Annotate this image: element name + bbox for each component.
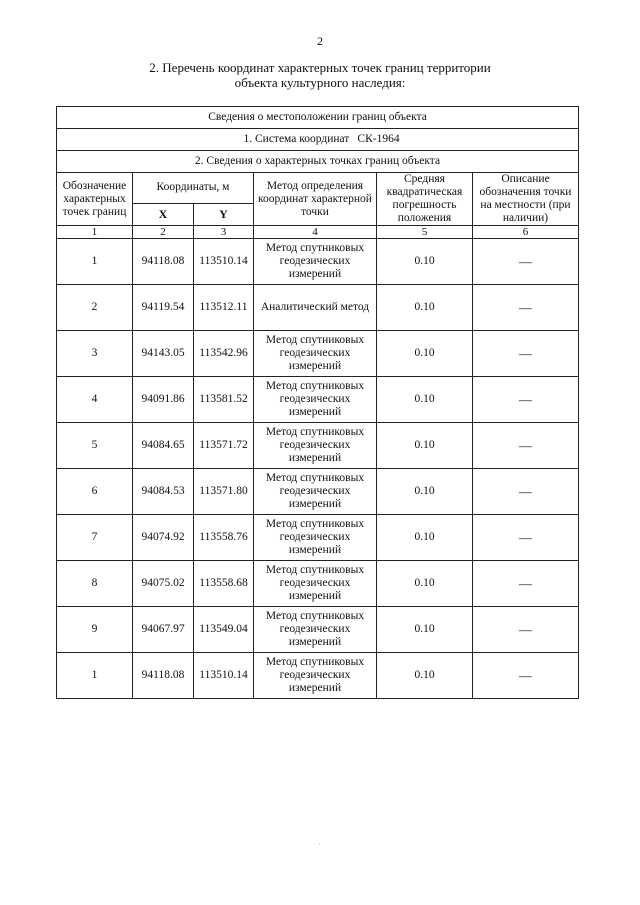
method-text: Метод спутниковых геодезических измерений [254,561,377,607]
description-dash: — [473,423,579,469]
column-number: 3 [194,226,254,239]
error-value: 0.10 [377,469,473,515]
table-row [57,331,579,377]
coordinate-y: 113510.14 [194,653,254,699]
table-row [57,653,579,699]
table-title: Сведения о местоположении границ объекта [57,107,579,129]
coordinate-x: 94084.53 [133,469,194,515]
coordinate-y: 113581.52 [194,377,254,423]
column-number: 1 [57,226,133,239]
method-text: Метод спутниковых геодезических измерений [254,423,377,469]
column-number: 2 [133,226,194,239]
coordinate-y: 113510.14 [194,239,254,285]
coordinate-y: 113558.76 [194,515,254,561]
description-dash: — [473,561,579,607]
header-x: X [133,203,194,225]
coordinate-y: 113542.96 [194,331,254,377]
table-row [57,561,579,607]
coordinate-y: 113571.72 [194,423,254,469]
error-value: 0.10 [377,515,473,561]
header-coordinates: Координаты, м [133,173,254,204]
heading-line-1: 2. Перечень координат характерных точек границ территории [149,60,491,75]
description-dash: — [473,331,579,377]
description-dash: — [473,653,579,699]
coordinate-x: 94067.97 [133,607,194,653]
table-row [57,469,579,515]
error-value: 0.10 [377,285,473,331]
point-id: 1 [57,653,133,699]
method-text: Метод спутниковых геодезических измерений [254,653,377,699]
column-number: 5 [377,226,473,239]
error-value: 0.10 [377,423,473,469]
header-error: Средняя квадратическая погрешность положения [377,173,473,226]
coordinate-system-row [57,129,579,151]
coordinate-y: 113558.68 [194,561,254,607]
column-number: 6 [473,226,579,239]
coordinate-x: 94075.02 [133,561,194,607]
heading-line-2: объекта культурного наследия: [234,75,406,90]
method-text: Метод спутниковых геодезических измерений [254,377,377,423]
table-row [57,423,579,469]
error-value: 0.10 [377,331,473,377]
coordinate-system-label: 1. Система координат [243,133,350,145]
header-method: Метод определения координат характерной точки [254,173,377,226]
coordinate-y: 113549.04 [194,607,254,653]
coordinate-x: 94084.65 [133,423,194,469]
method-text: Метод спутниковых геодезических измерений [254,239,377,285]
point-id: 2 [57,285,133,331]
point-id: 7 [57,515,133,561]
error-value: 0.10 [377,607,473,653]
description-dash: — [473,515,579,561]
error-value: 0.10 [377,653,473,699]
description-dash: — [473,607,579,653]
header-description: Описание обозначения точки на местности (при наличии) [473,173,579,226]
section-label: 2. Сведения о характерных точках границ объекта [57,151,579,173]
description-dash: — [473,285,579,331]
point-id: 1 [57,239,133,285]
coordinate-y: 113571.80 [194,469,254,515]
point-id: 8 [57,561,133,607]
scan-mark: · [318,840,321,849]
point-id: 6 [57,469,133,515]
coordinate-system-value: СК-1964 [357,133,400,145]
error-value: 0.10 [377,561,473,607]
method-text: Метод спутниковых геодезических измерений [254,469,377,515]
point-id: 5 [57,423,133,469]
coordinates-table [56,106,579,699]
error-value: 0.10 [377,377,473,423]
description-dash: — [473,469,579,515]
coordinate-x: 94074.92 [133,515,194,561]
table-row [57,239,579,285]
header-designation: Обозначение характерных точек границ [57,173,133,226]
page-number: 2 [317,34,323,48]
table-row [57,515,579,561]
column-number: 4 [254,226,377,239]
coordinate-x: 94118.08 [133,653,194,699]
method-text: Метод спутниковых геодезических измерений [254,607,377,653]
method-text: Метод спутниковых геодезических измерений [254,515,377,561]
coordinate-y: 113512.11 [194,285,254,331]
coordinate-x: 94143.05 [133,331,194,377]
point-id: 4 [57,377,133,423]
coordinate-x: 94118.08 [133,239,194,285]
method-text: Аналитический метод [254,285,377,331]
table-row [57,607,579,653]
header-y: Y [194,203,254,225]
error-value: 0.10 [377,239,473,285]
point-id: 9 [57,607,133,653]
description-dash: — [473,377,579,423]
point-id: 3 [57,331,133,377]
table-row [57,285,579,331]
coordinate-x: 94091.86 [133,377,194,423]
coordinate-x: 94119.54 [133,285,194,331]
description-dash: — [473,239,579,285]
method-text: Метод спутниковых геодезических измерений [254,331,377,377]
document-heading [100,60,540,90]
table-row [57,377,579,423]
